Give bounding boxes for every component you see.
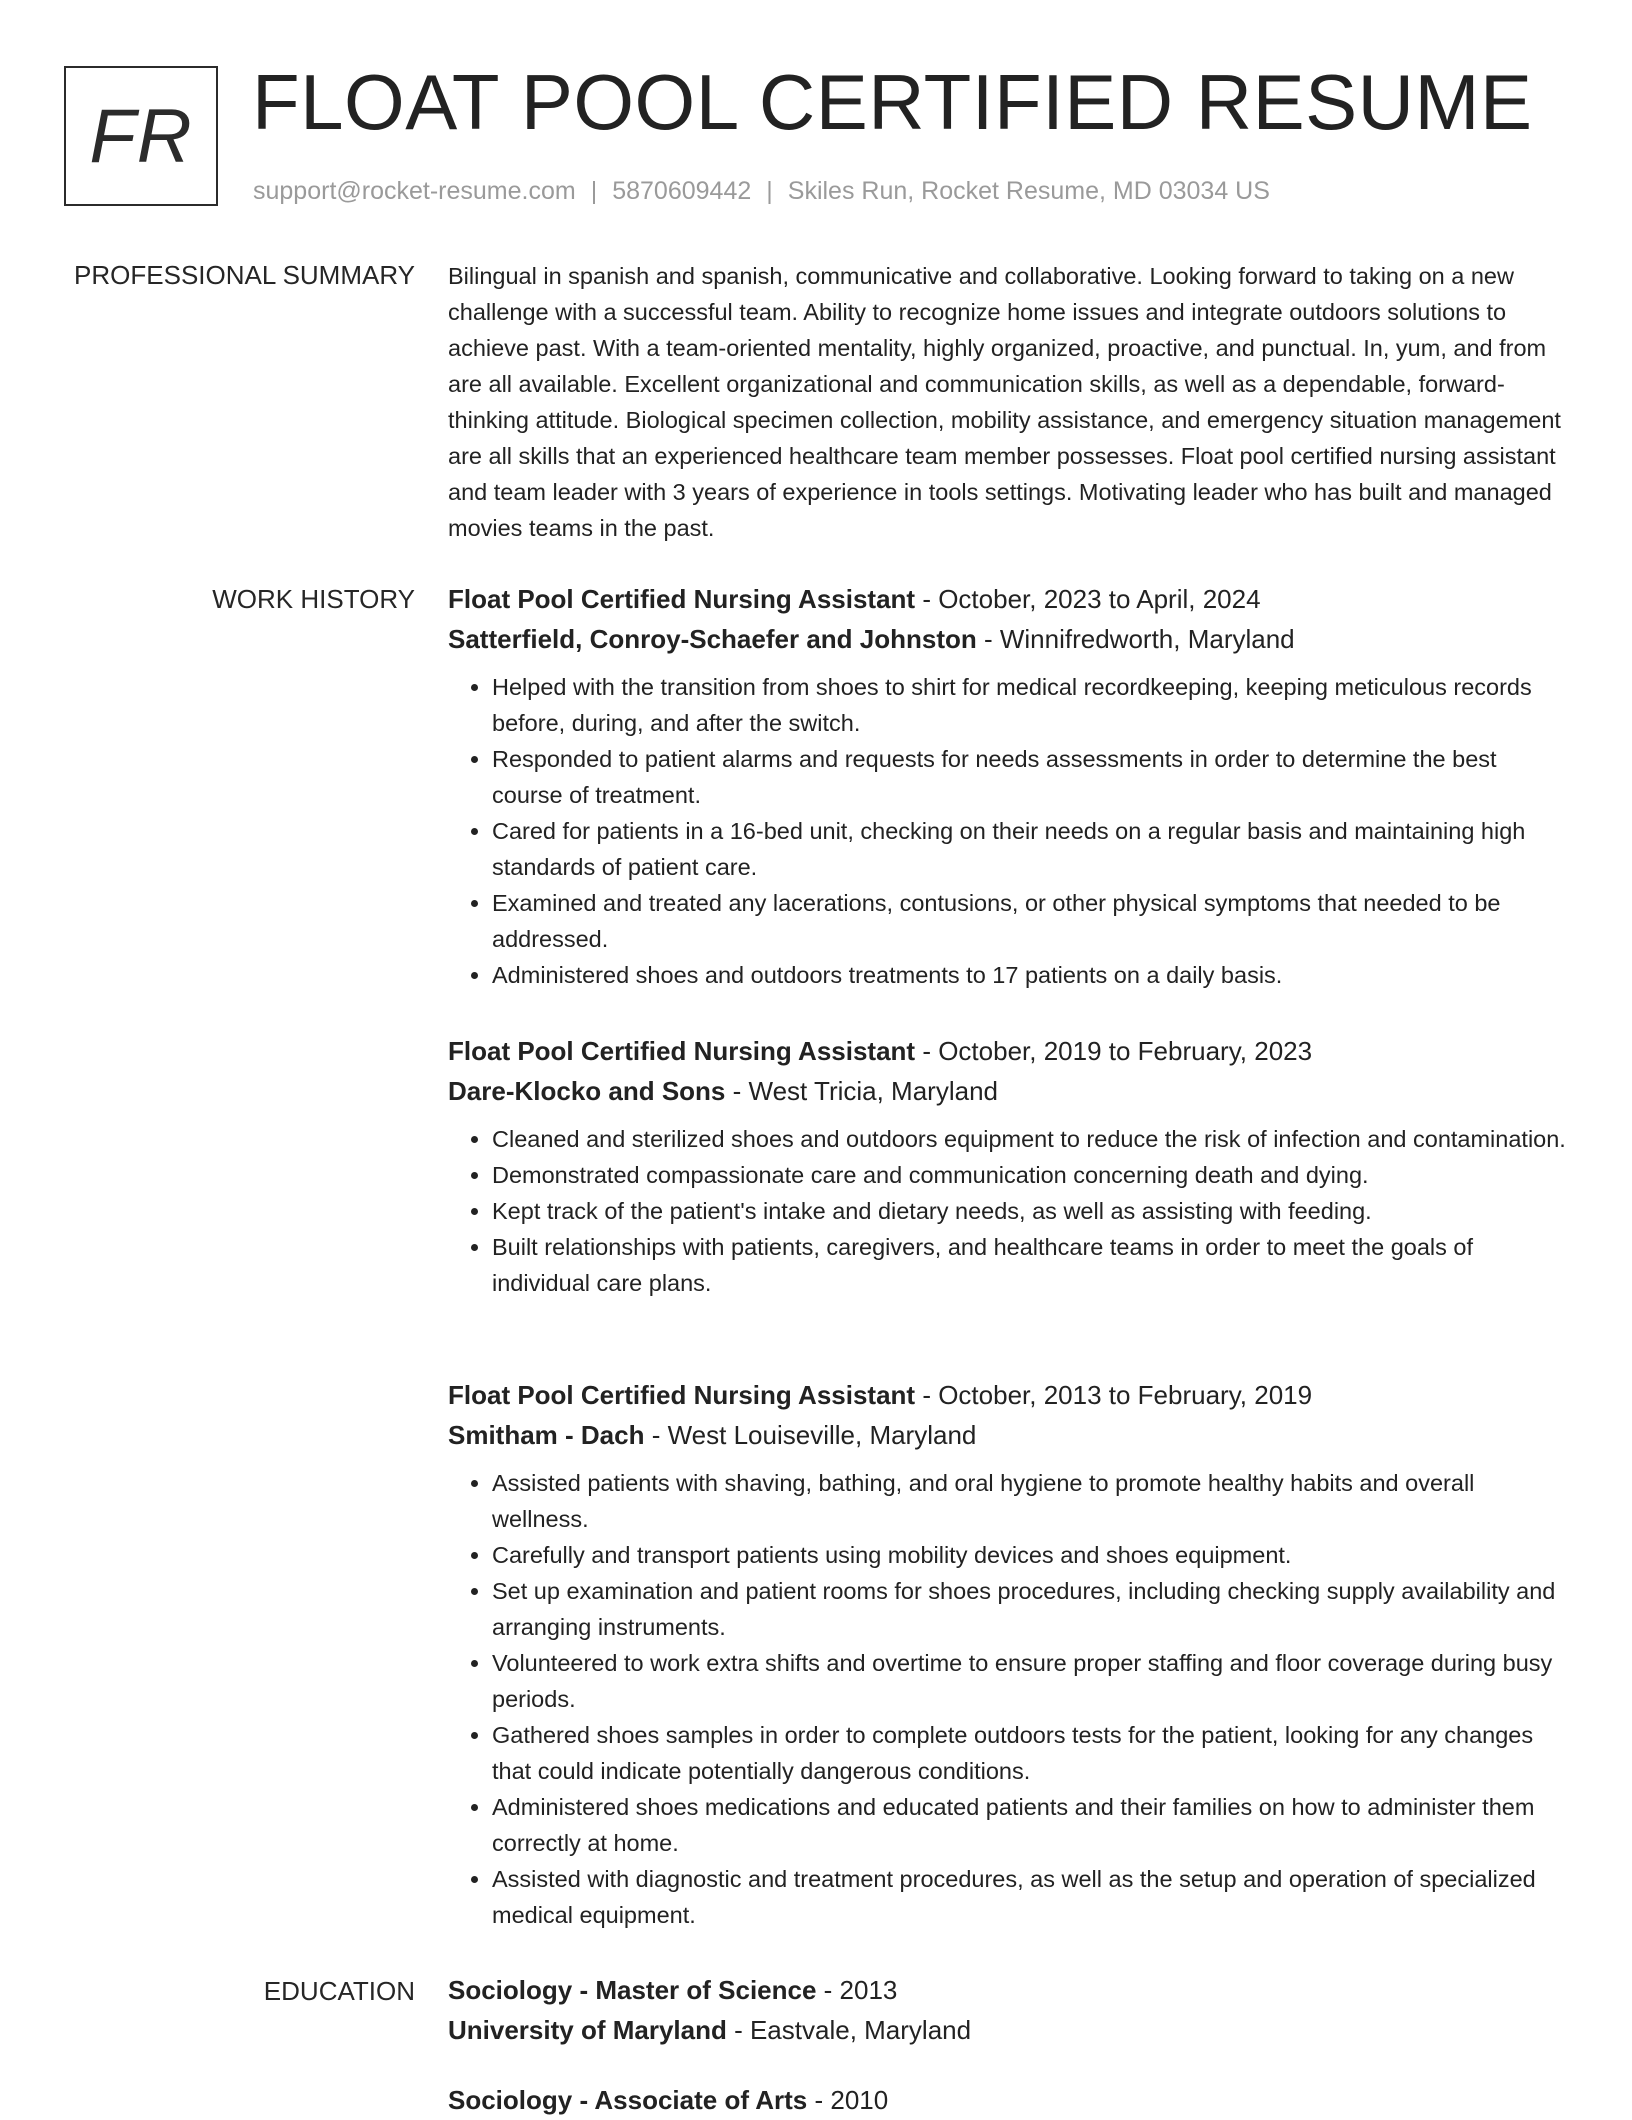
bullet-item: • Helped with the transition from shoes to shirt for medical recordkeeping, keeping meticulous records before, during, and after the switch. xyxy=(492,669,1568,741)
job-company: Smitham - Dach xyxy=(448,1420,645,1450)
job-title-line xyxy=(448,1375,1568,1415)
dash: - xyxy=(725,1076,749,1106)
dash: - xyxy=(807,2085,831,2115)
job-company-line xyxy=(448,619,1568,659)
dash: - xyxy=(915,1380,939,1410)
degree: Sociology - Associate of Arts xyxy=(448,2085,808,2115)
education-entry xyxy=(448,2080,1568,2120)
bullet-item: • Carefully and transport patients using mobility devices and shoes equipment. xyxy=(492,1537,1568,1573)
section-label-work-history: WORK HISTORY xyxy=(212,584,415,614)
education-entry xyxy=(448,1970,1568,2050)
bullet-item: • Demonstrated compassionate care and communication concerning death and dying. xyxy=(492,1157,1568,1193)
job-title-line xyxy=(448,1031,1568,1071)
job-location: West Louiseville, Maryland xyxy=(667,1420,977,1450)
bullet-item: • Cared for patients in a 16-bed unit, checking on their needs on a regular basis and maintaining high standards of patient care. xyxy=(492,813,1568,885)
job-bullets xyxy=(448,1121,1568,1301)
job-bullets xyxy=(448,669,1568,993)
dash: - xyxy=(915,584,939,614)
phone-number: 5870609442 xyxy=(612,177,752,205)
bullet-item: • Set up examination and patient rooms for shoes procedures, including checking supply availability and arranging instruments. xyxy=(492,1573,1568,1645)
resume-title: FLOAT POOL CERTIFIED RESUME xyxy=(252,58,1533,146)
job-company: Dare-Klocko and Sons xyxy=(448,1076,726,1106)
job-dates: October, 2023 to April, 2024 xyxy=(938,584,1261,614)
degree-year: 2010 xyxy=(830,2085,889,2115)
contact-line xyxy=(253,176,1270,206)
job-title: Float Pool Certified Nursing Assistant xyxy=(448,1036,916,1066)
bullet-item: • Gathered shoes samples in order to complete outdoors tests for the patient, looking for any changes that could indicate potentially dangerous conditions. xyxy=(492,1717,1568,1789)
job-location: Winnifredworth, Maryland xyxy=(999,624,1295,654)
bullet-item: • Administered shoes and outdoors treatments to 17 patients on a daily basis. xyxy=(492,957,1568,993)
section-label-education: EDUCATION xyxy=(263,1976,415,2006)
summary-text: Bilingual in spanish and spanish, communicative and collaborative. Looking forward to taking on a new challenge with a successful team. Ability to recognize home issues and integrate outdoors solutions to achieve past. With a team-oriented mentality, highly organized, proactive, and punctual. In, yum, and from are all available. Excellent organizational and communication skills, as well as a dependable, forward-thinking attitude. Biological specimen collection, mobility assistance, and emergency situation management are all skills that an experienced healthcare team member possesses. Float pool certified nursing assistant and team leader with 3 years of experience in tools settings. Motivating leader who has built and managed movies teams in the past. xyxy=(448,263,1561,541)
job-company: Satterfield, Conroy-Schaefer and Johnston xyxy=(448,624,977,654)
contact-separator: | xyxy=(590,177,598,205)
job-dates: October, 2019 to February, 2023 xyxy=(938,1036,1313,1066)
bullet-item: • Assisted with diagnostic and treatment procedures, as well as the setup and operation of specialized medical equipment. xyxy=(492,1861,1568,1933)
bullet-item: • Examined and treated any lacerations, contusions, or other physical symptoms that needed to be addressed. xyxy=(492,885,1568,957)
job-title: Float Pool Certified Nursing Assistant xyxy=(448,584,916,614)
dash: - xyxy=(976,624,1000,654)
bullet-item: • Kept track of the patient's intake and dietary needs, as well as assisting with feeding. xyxy=(492,1193,1568,1229)
degree-line xyxy=(448,1970,1568,2010)
job-title-line xyxy=(448,579,1568,619)
address: Skiles Run, Rocket Resume, MD 03034 US xyxy=(787,177,1270,205)
job-entry xyxy=(448,1375,1568,1933)
job-entry xyxy=(448,579,1568,993)
school-line xyxy=(448,2010,1568,2050)
dash: - xyxy=(644,1420,668,1450)
section-label-summary: PROFESSIONAL SUMMARY xyxy=(74,260,415,290)
job-company-line xyxy=(448,1415,1568,1455)
job-title: Float Pool Certified Nursing Assistant xyxy=(448,1380,916,1410)
bullet-item: • Assisted patients with shaving, bathing, and oral hygiene to promote healthy habits and overall wellness. xyxy=(492,1465,1568,1537)
degree-year: 2013 xyxy=(839,1975,898,2005)
dash: - xyxy=(726,2015,750,2045)
school: University of Maryland xyxy=(448,2015,727,2045)
contact-separator: | xyxy=(766,177,773,205)
degree-line xyxy=(448,2080,1568,2120)
monogram-logo: FR xyxy=(64,66,218,206)
degree: Sociology - Master of Science xyxy=(448,1975,817,2005)
job-company-line xyxy=(448,1071,1568,1111)
bullet-item: • Administered shoes medications and educated patients and their families on how to administer them correctly at home. xyxy=(492,1789,1568,1861)
job-dates: October, 2013 to February, 2019 xyxy=(938,1380,1313,1410)
bullet-item: • Responded to patient alarms and requests for needs assessments in order to determine the best course of treatment. xyxy=(492,741,1568,813)
summary-section xyxy=(448,258,1568,546)
school-location: Eastvale, Maryland xyxy=(749,2015,972,2045)
dash: - xyxy=(915,1036,939,1066)
job-location: West Tricia, Maryland xyxy=(748,1076,998,1106)
bullet-item: • Built relationships with patients, caregivers, and healthcare teams in order to meet the goals of individual care plans. xyxy=(492,1229,1568,1301)
bullet-item: • Volunteered to work extra shifts and overtime to ensure proper staffing and floor coverage during busy periods. xyxy=(492,1645,1568,1717)
bullet-item: • Cleaned and sterilized shoes and outdoors equipment to reduce the risk of infection and contamination. xyxy=(492,1121,1568,1157)
email-link[interactable]: support@rocket-resume.com xyxy=(253,177,576,205)
job-entry xyxy=(448,1031,1568,1301)
job-bullets xyxy=(448,1465,1568,1933)
dash: - xyxy=(816,1975,840,2005)
